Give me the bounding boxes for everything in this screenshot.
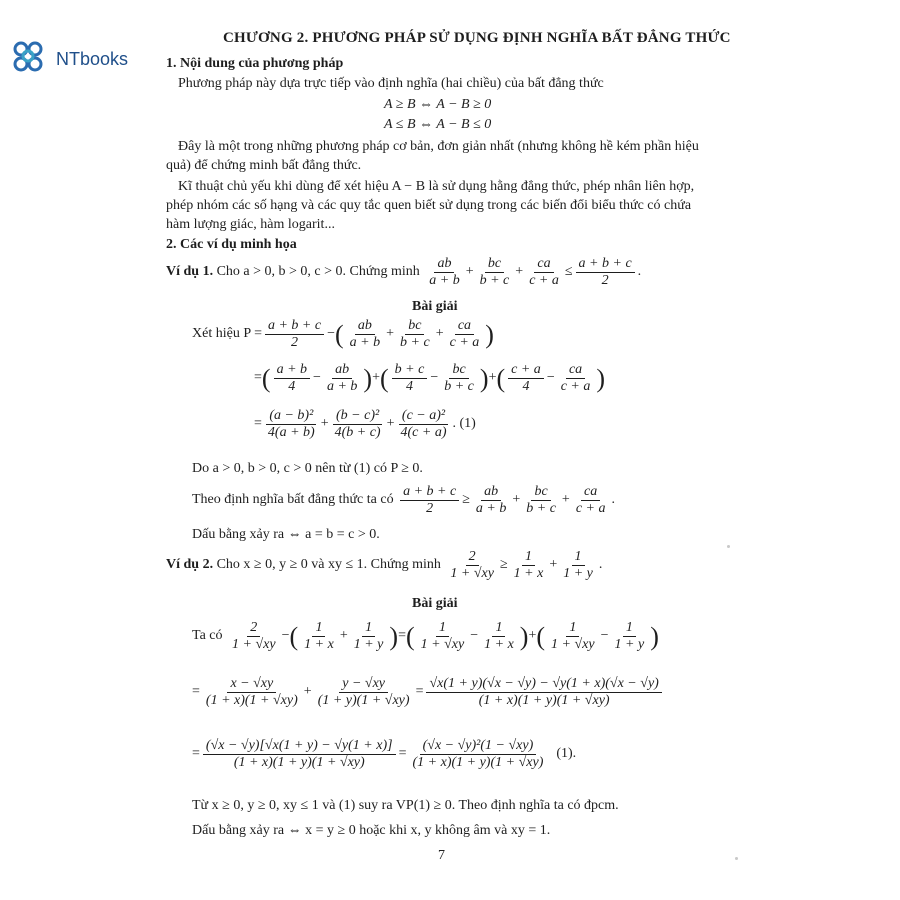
example1-conclusion1: Do a > 0, b > 0, c > 0 nên từ (1) có P ≥ 0.: [192, 461, 423, 476]
para2-line2: phép nhóm các số hạng và các quy tắc quen biết sử dụng trong các biến đổi biểu thức có chứa: [166, 198, 692, 213]
fraction: $\frac{ca}{c + a}$: [529, 256, 559, 289]
example2-step3: = $\frac{(√x - √y)[√x(1 + y) - √y(1 + x)]}{(1 + x)(1 + y)(1 + √xy)}$ = $\frac{\text{(√x − √y)²(1 − √xy)}}{(1 + x)(1 + y)(1 + √xy)}$ (1).: [192, 738, 577, 771]
fraction: $\frac{ab}{a + b}$: [429, 256, 460, 289]
example1-conclusion2: Theo định nghĩa bất đẳng thức ta có $\frac{a + b + c}{2}$ ≥ $\frac{ab}{a + b}$ + $\frac{bc}{b + c}$ + $\frac{ca}{c + a}$ .: [192, 484, 615, 517]
eq-tag: (1).: [556, 746, 577, 762]
step1-prefix: Ta có: [192, 628, 223, 644]
chapter-title: CHƯƠNG 2. PHƯƠNG PHÁP SỬ DỤNG ĐỊNH NGHĨA BẤT ĐẲNG THỨC: [223, 30, 731, 46]
definition-ge: A ≥ B ⇔ A − B ≥ 0: [384, 97, 492, 112]
example1-solution-title: Bài giải: [412, 299, 458, 314]
logo-text: NTbooks: [56, 48, 129, 69]
section1-heading: 1. Nội dung của phương pháp: [166, 56, 344, 71]
section2-heading: 2. Các ví dụ minh họa: [166, 237, 297, 252]
step1-prefix: Xét hiệu P =: [192, 326, 262, 342]
section1-intro: Phương pháp này dựa trực tiếp vào định nghĩa (hai chiều) của bất đẳng thức: [178, 76, 604, 91]
logo: [10, 40, 128, 78]
example1-step1: Xét hiệu P = $\frac{a + b + c}{2}$ − ( $\frac{ab}{a + b}$ + $\frac{bc}{b + c}$ + $\frac{ca}{c + a}$ ): [192, 318, 494, 351]
example2-label: Ví dụ 2.: [166, 557, 214, 573]
conclusion2-prefix: Theo định nghĩa bất đẳng thức ta có: [192, 492, 394, 508]
scan-speck: [727, 545, 730, 548]
para1-line2: quả) để chứng minh bất đẳng thức.: [166, 158, 362, 173]
example1-label: Ví dụ 1.: [166, 264, 214, 280]
example2-step1: Ta có $\frac{2}{1 + √xy}$ − ( $\frac{1}{1 + x}$ + $\frac{1}{1 + y}$ ) = ( $\frac{1}{1 + √xy}$ − $\frac{1}{1 + x}$ ) + ( $\frac{1}{1 + √xy}$ − $\frac{1}{1 + y}$ ): [192, 620, 659, 653]
example1-statement-line: Ví dụ 1. Cho a > 0, b > 0, c > 0. Chứng minh $\frac{ab}{a + b}$ + $\frac{bc}{b + c}$ + $\frac{ca}{c + a}$ ≤ $\frac{a + b + c}{2}$ .: [166, 256, 642, 289]
example1-step2: = ( $\frac{a + b}{4}$ − $\frac{ab}{a + b}$ ) + ( $\frac{b + c}{4}$ − $\frac{bc}{b + c}$ ) + ( $\frac{c + a}{4}$ − $\frac{ca}{c + a}$ ): [254, 362, 606, 395]
fraction: $\frac{a + b + c}{2}$: [576, 256, 635, 289]
example2-step2: = $\frac{x - √xy}{(1 + x)(1 + √xy)}$ + $\frac{y - √xy}{(1 + y)(1 + √xy)}$ = $\frac{√x(1 + y)(√x - √y) - √y(1 + x)(√x - √y)}{(1 + x)(1 + y)(1 + √xy)}$: [192, 676, 665, 709]
fraction: $\frac{bc}{b + c}$: [479, 256, 510, 289]
example1-conclusion3: Dấu bằng xảy ra ⇔ a = b = c > 0.: [192, 527, 380, 542]
para1-line1: Đây là một trong những phương pháp cơ bản, đơn giản nhất (nhưng không hề kém phần hiệu: [178, 139, 699, 154]
scan-speck: [735, 857, 738, 860]
para2-line3: hàm lượng giác, hàm logarit...: [166, 217, 335, 232]
example2-conclusion1: Từ x ≥ 0, y ≥ 0, xy ≤ 1 và (1) suy ra VP(1) ≥ 0. Theo định nghĩa ta có đpcm.: [192, 798, 619, 813]
ntbooks-logo-icon: [10, 40, 52, 78]
page-number: 7: [438, 848, 445, 863]
example2-solution-title: Bài giải: [412, 596, 458, 611]
example2-conclusion2: Dấu bằng xảy ra ⇔ x = y ≥ 0 hoặc khi x, y không âm và xy = 1.: [192, 823, 551, 838]
example2-statement: Cho x ≥ 0, y ≥ 0 và xy ≤ 1. Chứng minh: [216, 557, 441, 573]
example1-statement: Cho a > 0, b > 0, c > 0. Chứng minh: [216, 264, 420, 280]
definition-le: A ≤ B ⇔ A − B ≤ 0: [384, 117, 492, 132]
eq-tag: (1): [459, 416, 476, 432]
example2-statement-line: Ví dụ 2. Cho x ≥ 0, y ≥ 0 và xy ≤ 1. Chứng minh $\frac{2}{1 + √xy}$ ≥ $\frac{1}{1 + x}$ + $\frac{1}{1 + y}$ .: [166, 549, 603, 582]
example1-step3: = $\frac{\text{(a − b)²}}{4(a + b)}$ + $\frac{\text{(b − c)²}}{4(b + c)}$ + $\frac{\text{(c − a)²}}{4(c + a)}$ . (1): [254, 408, 476, 441]
para2-line1: Kĩ thuật chủ yếu khi dùng để xét hiệu A − B là sử dụng hằng đẳng thức, phép nhân liên hợp,: [178, 179, 695, 194]
